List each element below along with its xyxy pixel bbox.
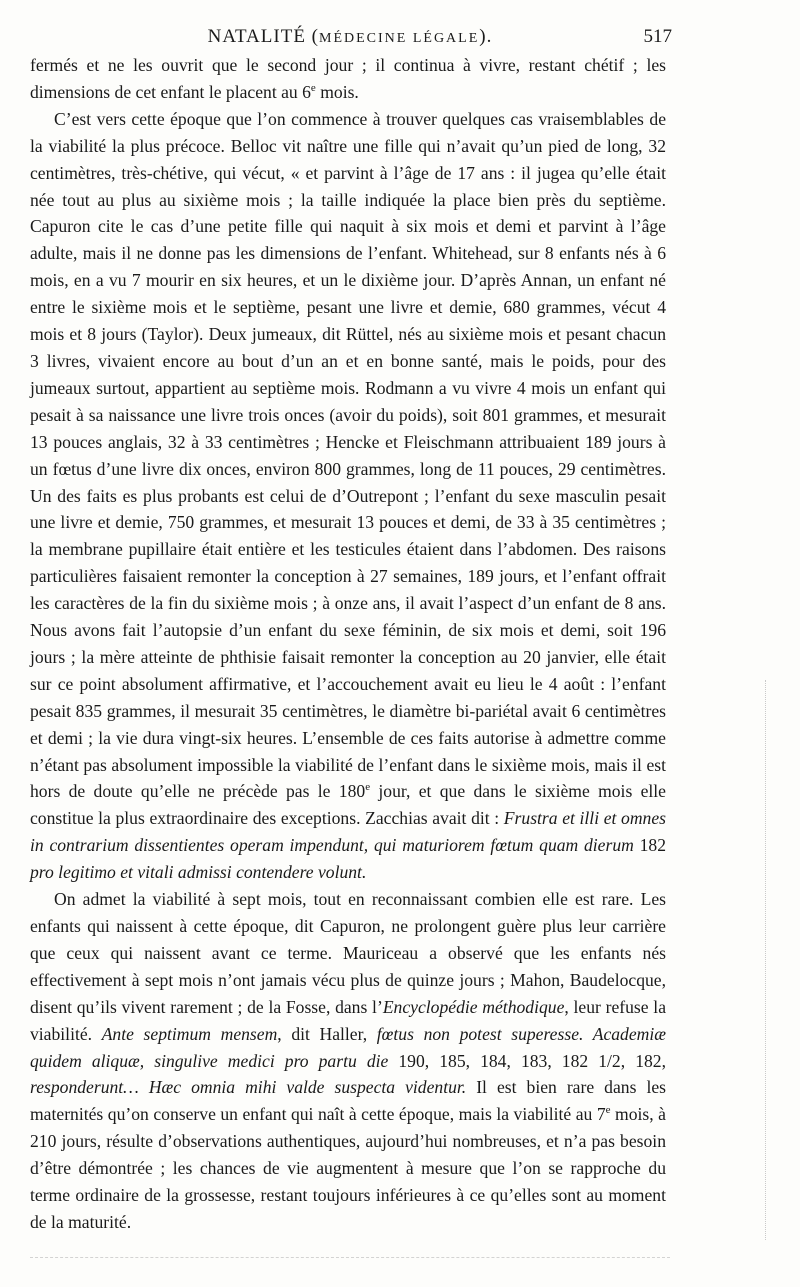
p2-latin-quote-1: Frustra et illi et omnes in contrarium dissentientes operam impendunt, qui maturiorem fœtum quam dierum [30,808,666,856]
p1-superscript: e [310,82,316,95]
p3-text-c: , dit Haller, [277,1023,377,1044]
p1-text: fermés et ne les ouvrit que le second jour ; il continua à vivre, restant chétif ; les dimensions de cet enfant le placent au 6 [30,55,666,102]
p3-text-e: mois, à 210 jours, résulte d’observations authentiques, aujourd’hui nombreuses, et n’a pas besoin d’être démontrée ; les chances de vie augmentent à mesure que l’on se rapproche du terme ordinaire de la grossesse, restant toujours inférieures à ce qu’elles sont au moment de la maturité. [30,1104,666,1232]
page-number: 517 [643,26,672,47]
p2-text: C’est vers cette époque que l’on commence à trouver quelques cas vraisemblables de la viabilité la plus précoce. Belloc vit naître une fille qui n’avait qu’un pied de long, 32 centimètres, très-chétive, qui vécut, « et parvint à l’âge de 17 ans : il jugea qu’elle était née tout au plus au sixième mois ; la taille indiquée la place bien près du septième. Capuron cite le cas d’une petite fille qui naquit à six mois et demi et parvint à l’âge adulte, mais il ne donne pas les dimensions de l’enfant. Whitehead, sur 8 enfants nés à 6 mois, en a vu 7 mourir en six heures, et un le dixième jour. D’après Annan, un enfant né entre le sixième mois et le septième, pesant une livre et demie, 680 grammes, vécut 4 mois et 8 jours (Taylor). Deux jumeaux, dit Rüttel, nés au sixième mois et pesant chacun 3 livres, vivaient encore au bout d’un an et en bonne santé, mais le poids, pour des jumeaux surtout, appartient au septième mois. Rodmann a vu vivre 4 mois un enfant qui pesait à sa naissance une livre trois onces (avoir du poids), soit 801 grammes, et mesurait 13 pouces anglais, 32 à 33 centimètres ; Hencke et Fleischmann attribuaient 189 jours à un fœtus d’une livre dix onces, environ 800 grammes, long de 11 pouces, 29 centimètres. Un des faits es plus probants est celui de d’Outrepont ; l’enfant du sexe masculin pesait une livre et demie, 750 grammes, et mesurait 13 pouces et demi, de 33 à 35 centimètres ; la membrane pupillaire était entière et les testicules étaient dans l’abdomen. Des raisons particulières faisaient remonter la conception à 27 semaines, 189 jours, et l’enfant offrait les caractères de la fin du sixième mois ; à onze ans, il avait l’aspect d’un enfant de 8 ans. Nous avons fait l’autopsie d’un enfant du sexe féminin, de six mois et demi, soit 196 jours ; la mère atteinte de phthisie faisait remonter la conception au 20 janvier, elle était sur ce point absolument affirmative, et l’accouchement avait eu lieu le 4 août : l’enfant pesait 835 grammes, il mesurait 35 centimètres, le diamètre bi-pariétal avait 6 centimètres et demi ; la vie dura vingt-six heures. L’ensemble de ces faits autorise à admettre comme n’étant pas absolument impossible la viabilité de l’enfant dans le sixième mois, mais il est hors de doute qu’elle ne précède pas le 180 [30,108,666,802]
p3-superscript: e [605,1104,611,1117]
p3-text-b: , leur refuse la viabilité. [30,996,666,1044]
p3-encyclopedie: Encyclopédie méthodique [382,996,565,1017]
title-subtitle: MÉDECINE LÉGALE [319,31,480,46]
body-text [30,52,666,1236]
p3-numbers: 190, 185, 184, 183, 182 1/2, 182, [388,1050,666,1071]
paragraph-1 [30,52,666,106]
p2-latin-quote-2: pro legitimo et vitali admissi contendere volunt. [30,862,367,883]
p3-latin-a: Ante septimum mensem [101,1023,278,1044]
paragraph-2 [30,106,666,886]
p3-latin-c: responderunt… Hæc omnia mihi valde suspecta videntur. [30,1077,467,1098]
p1-end: mois. [315,81,359,102]
running-title [28,26,672,48]
p3-latin-b: fœtus non potest superesse. Academiæ quidem aliquæ, singulive medici pro partu die [30,1023,666,1071]
p2-superscript: e [365,781,371,794]
paragraph-3 [30,886,666,1236]
running-header [28,26,672,52]
p2-mid: jour, et que dans le sixième mois elle constitue la plus extraordinaire des exceptions. Zacchias avait dit : [30,781,666,829]
title-main: NATALITÉ ( [207,26,320,47]
title-end: ). [479,26,493,47]
p3-text: On admet la viabilité à sept mois, tout en reconnaissant combien elle est rare. Les enfants qui naissent à cette époque, dit Capuron, ne prolongent guère plus leur carrière que ceux qui naissent avant ce terme. Mauriceau a observé que les enfants nés effectivement à sept mois n’ont jamais vécu plus de quinze jours ; Mahon, Baudelocque, disent qu’ils vivent rarement ; de la Fosse, dans l’ [30,889,666,1017]
margin-scan-mark [765,680,770,1240]
footer-scan-rule [30,1257,670,1258]
p3-text-d: Il est bien rare dans les maternités qu’on conserve un enfant qui naît à cette époque, mais la viabilité au 7 [30,1077,666,1125]
p2-number: 182 [633,835,666,856]
